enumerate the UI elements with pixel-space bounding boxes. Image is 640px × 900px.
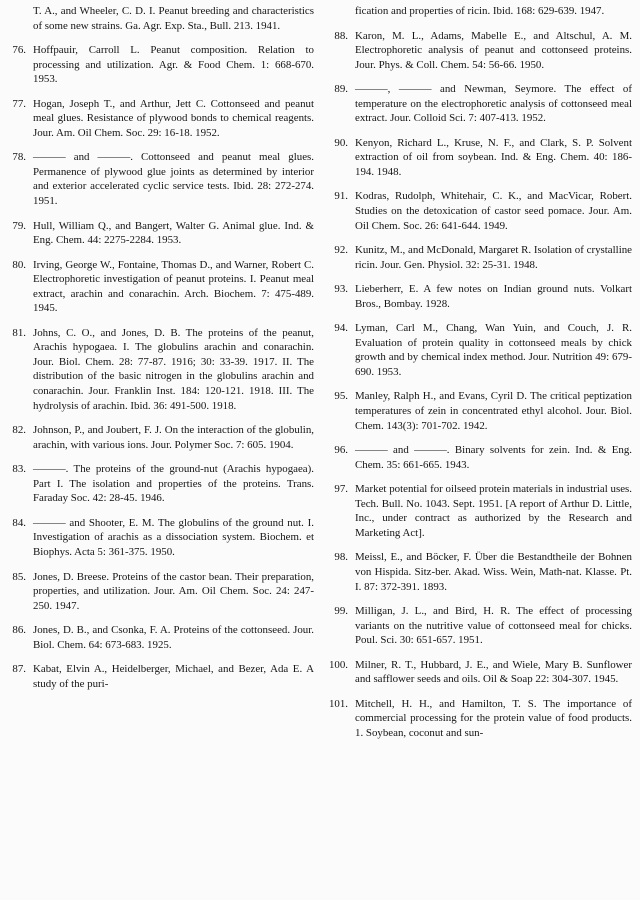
reference-number: 96.	[334, 444, 348, 457]
reference-number: 76.	[12, 44, 26, 57]
reference-entry	[324, 82, 632, 126]
reference-entry	[324, 389, 632, 433]
reference-text: Milner, R. T., Hubbard, J. E., and Wiele, Mary B. Sunflower and safflower seeds and oils. Oil & Soap 22: 304-307. 1945.	[355, 658, 632, 686]
reference-number: 79.	[12, 219, 26, 232]
reference-entry	[6, 570, 314, 614]
reference-text: Hoffpauir, Carroll L. Peanut composition. Relation to processing and utilization. Agr. & Food Chem. 1: 668-670. 1953.	[33, 44, 314, 86]
reference-number: 89.	[334, 83, 348, 96]
reference-entry	[6, 258, 314, 316]
reference-number: 82.	[12, 424, 26, 437]
reference-number: 77.	[12, 97, 26, 110]
reference-number: 80.	[12, 258, 26, 271]
reference-entry	[324, 482, 632, 540]
reference-entry	[324, 604, 632, 648]
reference-number: 78.	[12, 151, 26, 164]
reference-text: Hogan, Joseph T., and Arthur, Jett C. Cottonseed and peanut meal glues. Resistance of plywood bonds to chemical reagents. Jour. Am. Oil Chem. Soc. 29: 16-18. 1952.	[33, 97, 314, 139]
right-column	[324, 4, 632, 900]
reference-text: Jones, D. B., and Csonka, F. A. Proteins of the cottonseed. Jour. Biol. Chem. 64: 673-683. 1925.	[33, 624, 314, 651]
reference-number: 95.	[334, 390, 348, 403]
reference-number: 83.	[12, 463, 26, 476]
reference-text: ——— and ———. Binary solvents for zein. Ind. & Eng. Chem. 35: 661-665. 1943.	[355, 444, 632, 471]
reference-number: 86.	[12, 624, 26, 637]
reference-number: 90.	[334, 136, 348, 149]
reference-number: 88.	[334, 29, 348, 42]
reference-number: 98.	[334, 551, 348, 564]
reference-text: Hull, William Q., and Bangert, Walter G. Animal glue. Ind. & Eng. Chem. 44: 2275-2284. 1953.	[33, 219, 314, 247]
reference-text: Meissl, E., and Böcker, F. Über die Bestandtheile der Bohnen von Hispida. Sitz-ber. Akad. Wiss. Wein, Math-nat. Klasse. Pt. I. 87: 372-391. 1893.	[355, 551, 632, 593]
reference-text: T. A., and Wheeler, C. D. I. Peanut breeding and characteristics of some new strains. Ga. Agr. Exp. Sta., Bull. 213. 1941.	[33, 5, 314, 32]
reference-text: Kodras, Rudolph, Whitehair, C. K., and MacVicar, Robert. Studies on the detoxication of castor seed pomace. Jour. Am. Oil Chem. Soc. 26: 641-644. 1949.	[355, 190, 632, 232]
reference-entry	[324, 697, 632, 741]
reference-text: Manley, Ralph H., and Evans, Cyril D. The critical peptization temperatures of zein in concentrated ethyl alcohol. Jour. Biol. Chem. 143(3): 701-702. 1942.	[355, 390, 632, 432]
reference-entry	[6, 43, 314, 87]
reference-number: 99.	[334, 605, 348, 618]
reference-entry	[6, 4, 314, 33]
reference-text: Lieberherr, E. A few notes on Indian ground nuts. Volkart Bros., Bombay. 1928.	[355, 283, 632, 310]
reference-entry	[6, 623, 314, 652]
reference-entry	[6, 97, 314, 141]
reference-text: Lyman, Carl M., Chang, Wan Yuin, and Couch, J. R. Evaluation of protein quality in cottonseed meals by chick growth and by chemical index method. Jour. Nutrition 49: 679-690. 1953.	[355, 322, 632, 378]
reference-text: Karon, M. L., Adams, Mabelle E., and Altschul, A. M. Electrophoretic analysis of peanut and cottonseed proteins. Jour. Phys. & Coll. Chem. 54: 56-66. 1950.	[355, 29, 632, 71]
reference-entry	[324, 29, 632, 73]
reference-entry	[6, 326, 314, 413]
reference-number: 85.	[12, 570, 26, 583]
reference-number: 84.	[12, 516, 26, 529]
reference-text: Jones, D. Breese. Proteins of the castor bean. Their preparation, properties, and utilization. Jour. Am. Oil Chem. Soc. 24: 247-250. 1947.	[33, 570, 314, 612]
reference-text: Kunitz, M., and McDonald, Margaret R. Isolation of crystalline ricin. Jour. Gen. Physiol. 32: 25-31. 1948.	[355, 244, 632, 271]
reference-text: Johnson, P., and Joubert, F. J. On the interaction of the globulin, arachin, with various ions. Jour. Polymer Soc. 7: 605. 1904.	[33, 424, 314, 451]
reference-entry	[324, 136, 632, 180]
left-column	[6, 4, 314, 900]
reference-number: 97.	[334, 483, 348, 496]
reference-entry	[324, 550, 632, 594]
reference-number: 87.	[12, 663, 26, 676]
reference-entry	[324, 321, 632, 379]
reference-entry	[6, 423, 314, 452]
reference-text: Market potential for oilseed protein materials in industrial uses. Tech. Bull. No. 1043. Sept. 1951. [A report of Arthur D. Little, Inc., under contract as authorized by the Research and Marketing Act].	[355, 483, 632, 539]
reference-text: ———, ——— and Newman, Seymore. The effect of temperature on the electrophoretic analysis of cottonseed meal extract. Jour. Colloid Sci. 7: 407-413. 1952.	[355, 83, 632, 125]
reference-entry	[324, 243, 632, 272]
reference-text: fication and properties of ricin. Ibid. 168: 629-639. 1947.	[355, 5, 605, 17]
reference-text: Mitchell, H. H., and Hamilton, T. S. The importance of commercial processing for the protein value of food products. 1. Soybean, coconut and sun-	[355, 697, 632, 739]
reference-number: 93.	[334, 283, 348, 296]
reference-entry	[6, 662, 314, 691]
reference-text: Kabat, Elvin A., Heidelberger, Michael, and Bezer, Ada E. A study of the puri-	[33, 663, 314, 690]
reference-entry	[324, 443, 632, 472]
reference-entry	[324, 658, 632, 687]
reference-entry	[6, 150, 314, 208]
reference-text: ——— and Shooter, E. M. The globulins of the ground nut. I. Investigation of arachis as a dissociation system. Biochem. et Biophys. Acta 5: 361-375. 1950.	[33, 516, 314, 558]
reference-number: 101.	[328, 697, 348, 710]
reference-number: 94.	[334, 322, 348, 335]
reference-text: Milligan, J. L., and Bird, H. R. The effect of processing variants on the nutritive value of cottonseed meal for chicks. Poul. Sci. 30: 651-657. 1951.	[355, 605, 632, 647]
reference-entry	[324, 282, 632, 311]
reference-entry	[324, 4, 632, 19]
reference-number: 81.	[12, 326, 26, 339]
reference-text: Johns, C. O., and Jones, D. B. The proteins of the peanut, Arachis hypogaea. I. The globulins arachin and conarachin. Jour. Biol. Chem. 28: 77-87. 1916; 30: 33-39. 1917. II. The distribution of the basic nitrogen in the globulins arachin and conarachin. Jour. Franklin Inst. 184: 120-121. 1918. III. The hydrolysis of arachin. Ibid. 36: 491-500. 1918.	[33, 326, 314, 412]
reference-entry	[6, 462, 314, 506]
reference-entry	[6, 219, 314, 248]
reference-entry	[6, 516, 314, 560]
reference-number: 92.	[334, 244, 348, 257]
reference-text: Irving, George W., Fontaine, Thomas D., and Warner, Robert C. Electrophoretic investigation of peanut proteins. I. Peanut meal extract, arachin and conarachin. Arch. Biochem. 7: 475-489. 1945.	[33, 258, 314, 315]
reference-text: ——— and ———. Cottonseed and peanut meal glues. Permanence of plywood glue joints as determined by interior and exterior accelerated cyclic service tests. Ibid. 28: 272-274. 1951.	[33, 151, 314, 208]
reference-text: Kenyon, Richard L., Kruse, N. F., and Clark, S. P. Solvent extraction of oil from soybean. Ind. & Eng. Chem. 40: 186-194. 1948.	[355, 136, 632, 178]
reference-text: ———. The proteins of the ground-nut (Arachis hypogaea). Part I. The isolation and properties of the proteins. Trans. Faraday Soc. 42: 28-45. 1946.	[33, 463, 314, 505]
reference-number: 100.	[328, 658, 348, 671]
reference-number: 91.	[334, 190, 348, 203]
reference-entry	[324, 189, 632, 233]
